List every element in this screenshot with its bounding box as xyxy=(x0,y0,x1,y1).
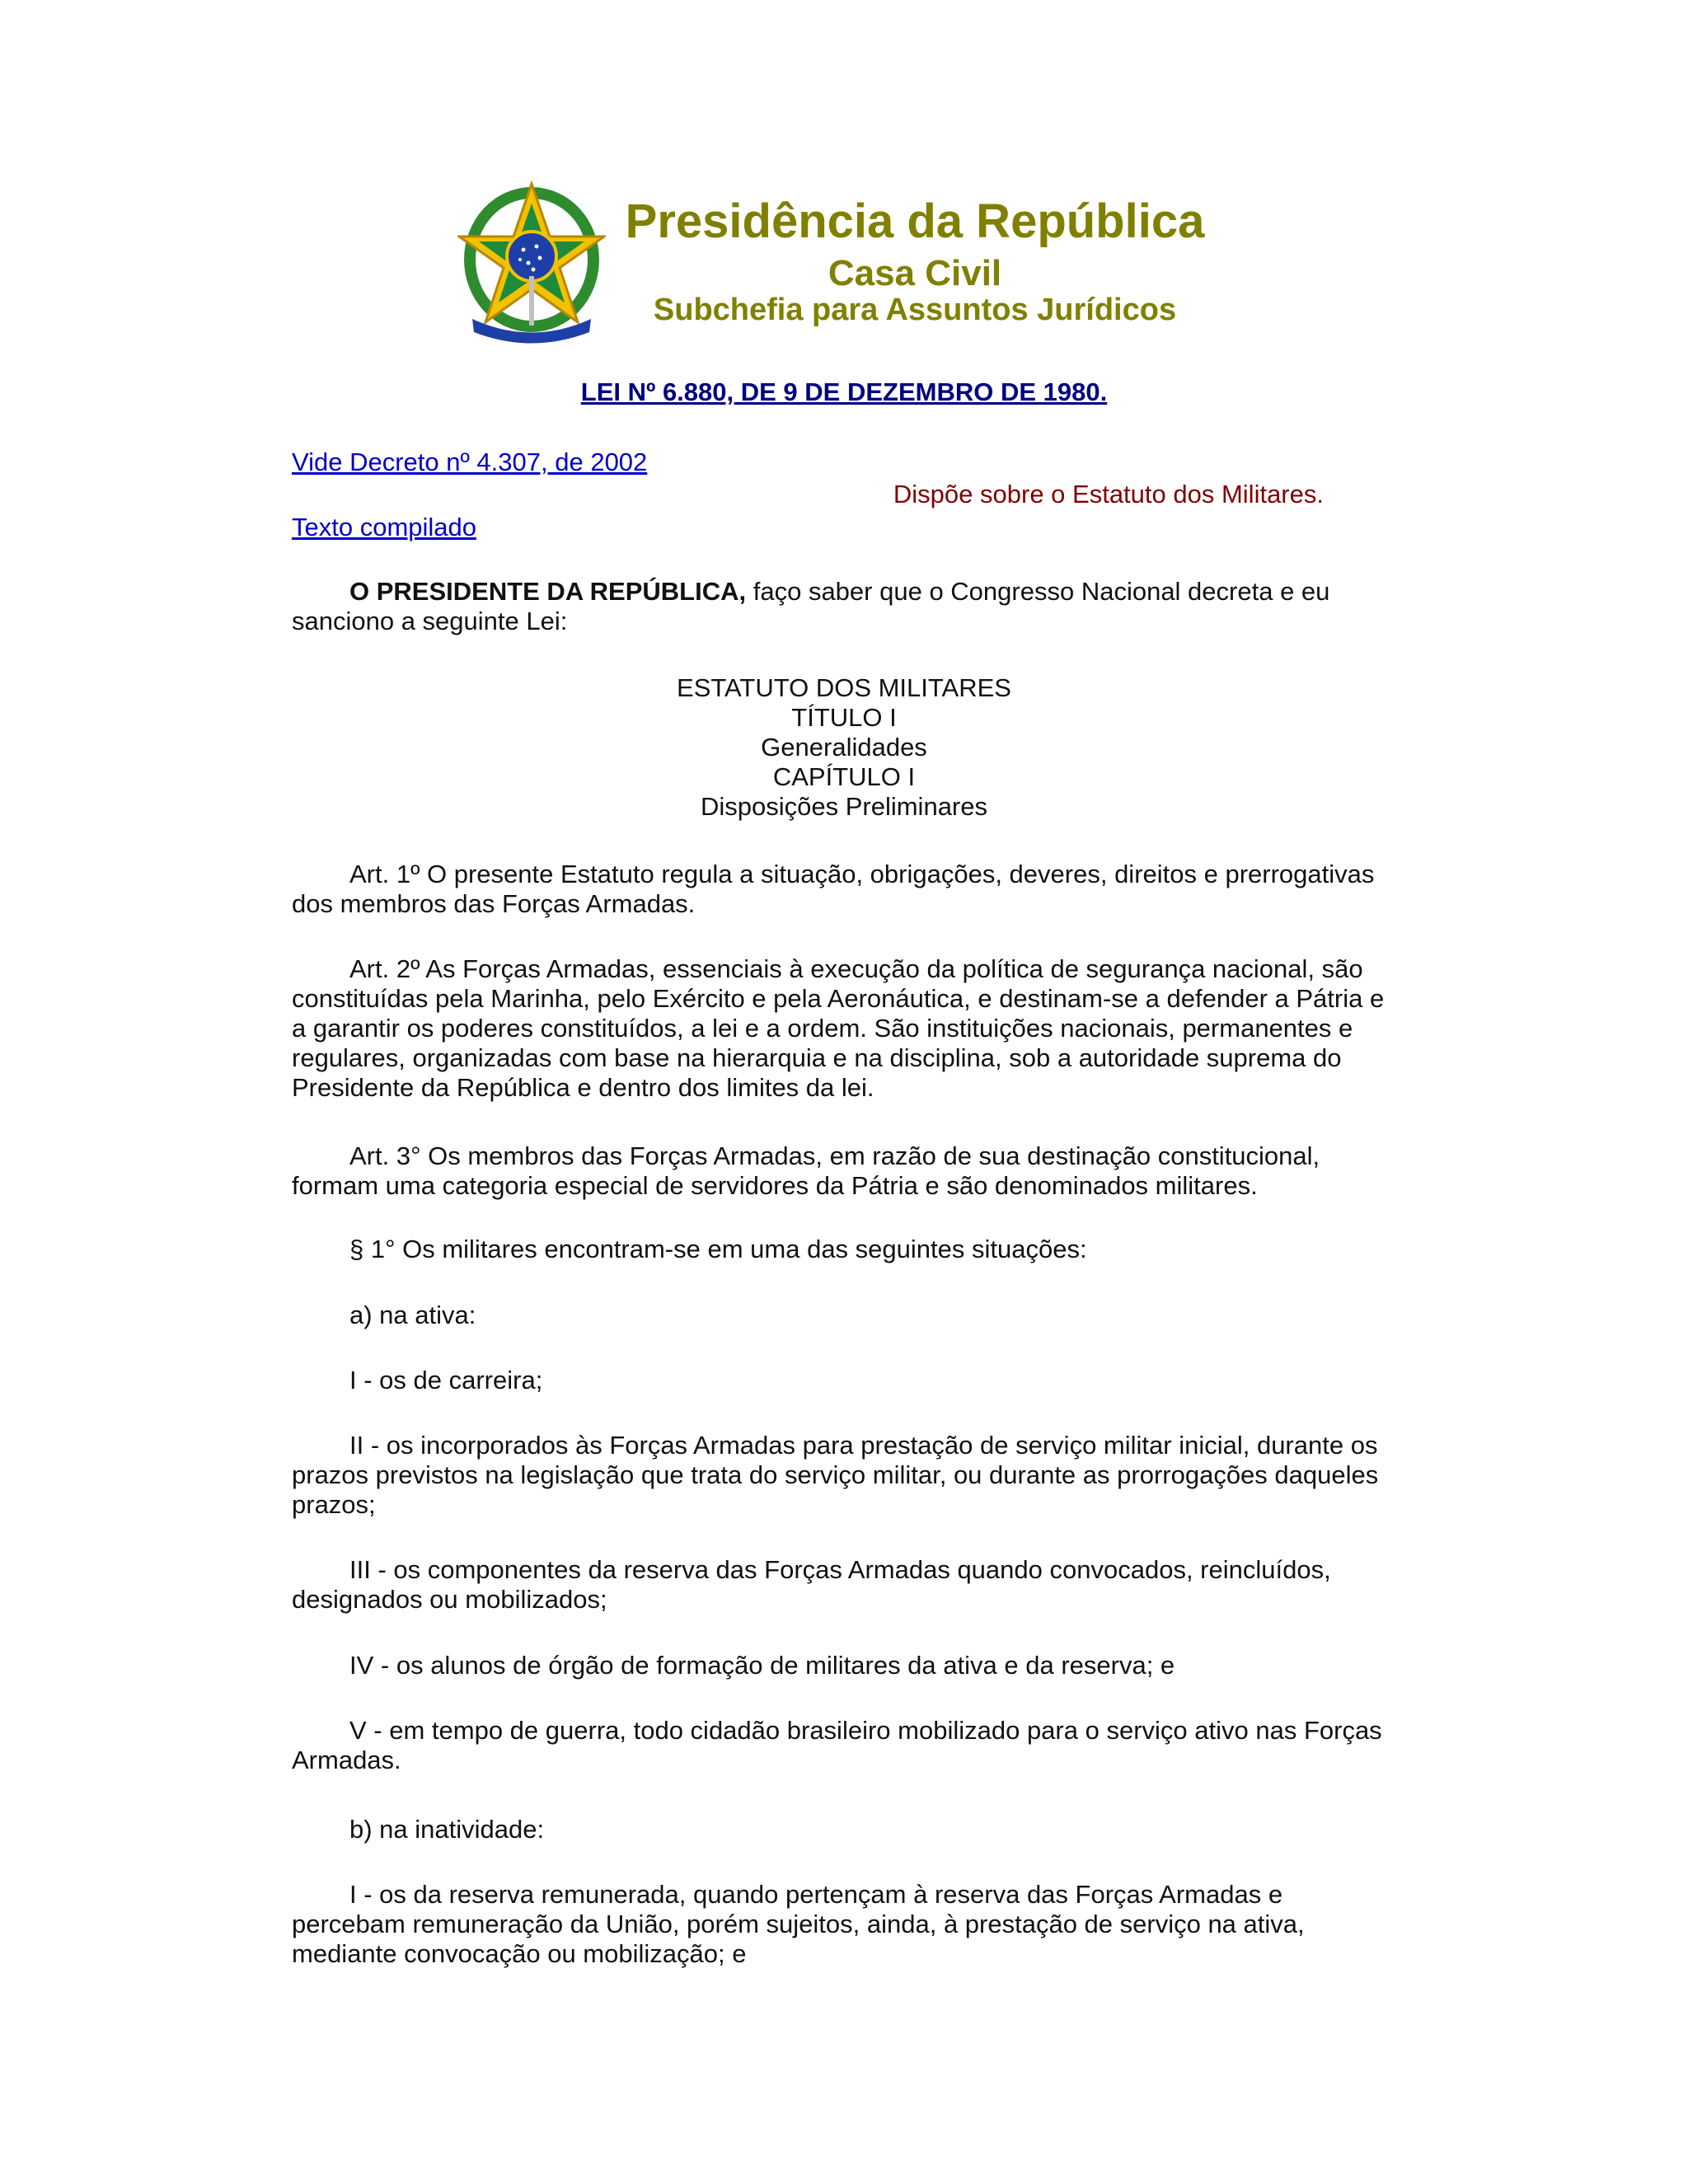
heading-capitulo-name: Disposições Preliminares xyxy=(700,792,987,821)
preamble-text: faço saber que o Congresso Nacional decreta e eu sanciono a seguinte Lei: xyxy=(292,577,1330,635)
section-headings xyxy=(0,673,1688,822)
texto-compilado-link[interactable]: Texto compilado xyxy=(292,513,477,541)
item-a-i: I - os de carreira; xyxy=(349,1366,543,1394)
law-title[interactable] xyxy=(0,377,1688,407)
preamble-paragraph xyxy=(292,577,1396,636)
item-a-iv: IV - os alunos de órgão de formação de militares da ativa e da reserva; e xyxy=(349,1651,1175,1680)
heading-titulo: TÍTULO I xyxy=(791,703,897,732)
item-a: a) na ativa: xyxy=(349,1301,476,1329)
vide-decreto-link[interactable]: Vide Decreto nº 4.307, de 2002 xyxy=(292,448,648,476)
heading-titulo-name: Generalidades xyxy=(761,733,927,762)
preamble-bold: O PRESIDENTE DA REPÚBLICA, xyxy=(349,577,747,606)
header-department: Subchefia para Assuntos Jurídicos xyxy=(653,293,1177,327)
header-title: Presidência da República xyxy=(625,194,1205,248)
article-3: Art. 3° Os membros das Forças Armadas, em razão de sua destinação constitucional, formam uma categoria especial de servidores da Pátria e são denominados militares. xyxy=(292,1141,1320,1200)
item-b: b) na inatividade: xyxy=(349,1815,545,1844)
heading-estatuto: ESTATUTO DOS MILITARES xyxy=(677,673,1011,702)
law-title-link[interactable]: LEI Nº 6.880, DE 9 DE DEZEMBRO DE 1980. xyxy=(580,377,1108,406)
item-b-i: I - os da reserva remunerada, quando pertençam à reserva das Forças Armadas e percebam remuneração da União, porém sujeitos, ainda, à prestação de serviço na ativa, mediante convocação ou mobilização; e xyxy=(292,1880,1305,1968)
article-1: Art. 1º O presente Estatuto regula a situação, obrigações, deveres, direitos e prerrogativas dos membros das Forças Armadas. xyxy=(292,860,1375,918)
paragraph-1: § 1° Os militares encontram-se em uma das seguintes situações: xyxy=(349,1235,1087,1263)
item-a-iii: III - os componentes da reserva das Forças Armadas quando convocados, reincluídos, designados ou mobilizados; xyxy=(292,1555,1331,1614)
item-a-v: V - em tempo de guerra, todo cidadão brasileiro mobilizado para o serviço ativo nas Forças Armadas. xyxy=(292,1716,1382,1774)
heading-capitulo: CAPÍTULO I xyxy=(772,762,916,791)
article-2: Art. 2º As Forças Armadas, essenciais à execução da política de segurança nacional, são constituídas pela Marinha, pelo Exército e pela Aeronáutica, e destinam-se a defender a Pátria e a garantir os poderes constituídos, a lei e a ordem. São instituições nacionais, permanentes e regulares, organizadas com base na hierarquia e na disciplina, sob a autoridade suprema do Presidente da República e dentro dos limites da lei. xyxy=(292,954,1385,1102)
page-header xyxy=(0,177,1688,350)
header-subtitle: Casa Civil xyxy=(828,253,1002,293)
ementa-text: Dispõe sobre o Estatuto dos Militares. xyxy=(893,480,1324,509)
item-a-ii: II - os incorporados às Forças Armadas para prestação de serviço militar inicial, durante os prazos previstos na legislação que trata do serviço militar, ou durante as prorrogações daqueles prazos; xyxy=(292,1431,1379,1519)
